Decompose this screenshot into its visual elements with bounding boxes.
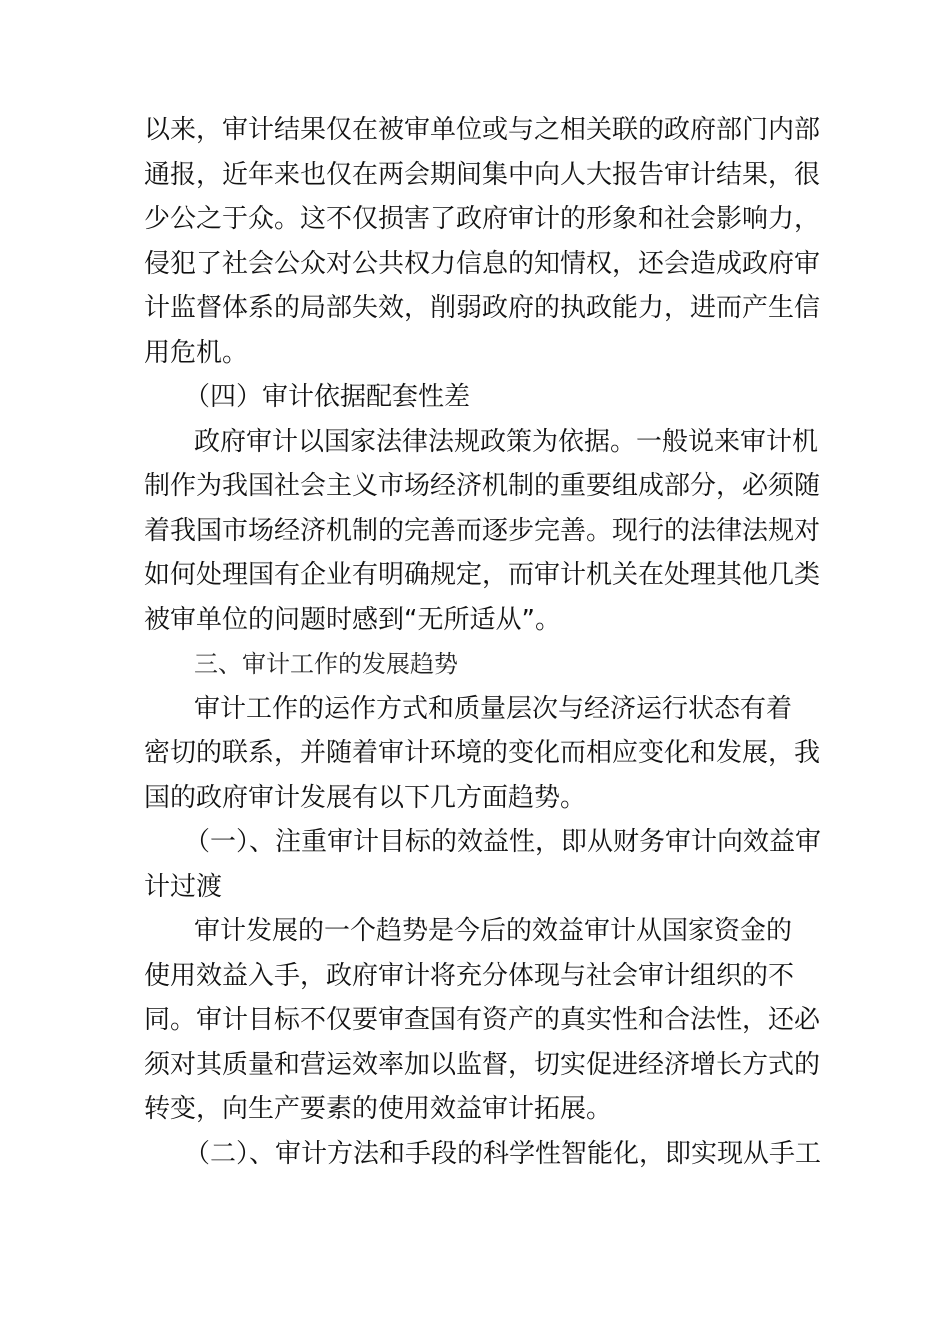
paragraph-line: 被审单位的问题时感到“无所适从”。 [144, 604, 561, 635]
paragraph-line: 计监督体系的局部失效，削弱政府的执政能力，进而产生信 [144, 293, 821, 323]
paragraph-line: 以来，审计结果仅在被审单位或与之相关联的政府部门内部 [144, 115, 821, 145]
paragraph-line: 少公之于众。这不仅损害了政府审计的形象和社会影响力， [144, 204, 821, 234]
paragraph-line: 密切的联系，并随着审计环境的变化而相应变化和发展，我 [144, 738, 821, 768]
paragraph-line: 使用效益入手，政府审计将充分体现与社会审计组织的不 [144, 960, 795, 991]
paragraph-line: 须对其质量和营运效率加以监督，切实促进经济增长方式的 [144, 1049, 821, 1080]
paragraph-line: 转变，向生产要素的使用效益审计拓展。 [144, 1094, 613, 1124]
body-text [144, 108, 844, 1176]
paragraph-line: 国的政府审计发展有以下几方面趋势。 [144, 782, 587, 813]
paragraph-line: 着我国市场经济机制的完善而逐步完善。现行的法律法规对 [144, 515, 821, 546]
paragraph-line: 通报，近年来也仅在两会期间集中向人大报告审计结果，很 [144, 159, 821, 190]
paragraph-line: 用危机。 [144, 337, 249, 368]
paragraph-line: 侵犯了社会公众对公共权力信息的知情权，还会造成政府审 [144, 248, 821, 279]
paragraph-line: 制作为我国社会主义市场经济机制的重要组成部分，必须随 [144, 471, 821, 501]
section-heading: （四）审计依据配套性差 [184, 382, 471, 412]
paragraph-line: 如何处理国有企业有明确规定，而审计机关在处理其他几类 [144, 560, 821, 590]
section-heading-continuation: 计过渡 [144, 871, 223, 902]
paragraph-line: 政府审计以国家法律法规政策为依据。一般说来审计机 [194, 426, 819, 457]
paragraph-line: 审计发展的一个趋势是今后的效益审计从国家资金的 [194, 916, 793, 946]
section-heading: （二）、审计方法和手段的科学性智能化，即实现从手工 [184, 1138, 822, 1169]
paragraph-line: 审计工作的运作方式和质量层次与经济运行状态有着 [194, 693, 793, 724]
paragraph-line: 同。审计目标不仅要审查国有资产的真实性和合法性，还必 [144, 1005, 821, 1035]
chapter-heading: 三、审计工作的发展趋势 [194, 650, 458, 678]
section-heading: （一）、注重审计目标的效益性，即从财务审计向效益审 [184, 827, 822, 857]
